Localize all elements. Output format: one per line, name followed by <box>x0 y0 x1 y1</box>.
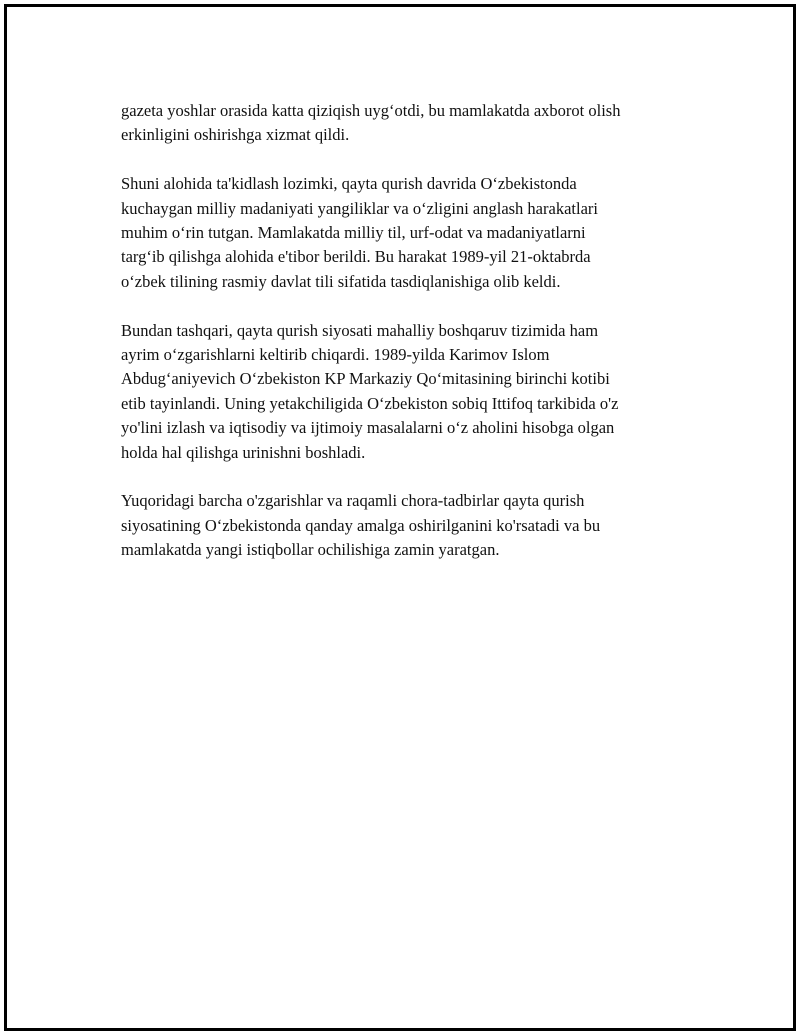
paragraph-1: gazeta yoshlar orasida katta qiziqish uyg‘otdi, bu mamlakatda axborot olish erkinligini oshirishga xizmat qildi. <box>121 101 621 145</box>
paragraph-2: Shuni alohida ta'kidlash lozimki, qayta qurish davrida O‘zbekistonda kuchaygan milliy madaniyati yangiliklar va o‘zligini anglash harakatlari muhim o‘rin tutgan. Mamlakatda milliy til, urf-odat va madaniyatlarni targ‘ib qilishga alohida e'tibor berildi. Bu harakat 1989-yil 21-oktabrda o‘zbek tilining rasmiy davlat tili sifatida tasdiqlanishiga olib keldi. <box>121 174 598 291</box>
page-frame <box>4 4 796 1031</box>
page-content <box>121 99 691 587</box>
paragraph-3: Bundan tashqari, qayta qurish siyosati mahalliy boshqaruv tizimida ham ayrim o‘zgarishlarni keltirib chiqardi. 1989-yilda Karimov Islom Abdug‘aniyevich O‘zbekiston KP Markaziy Qo‘mitasining birinchi kotibi etib tayinlandi. Uning yetakchiligida O‘zbekiston sobiq Ittifoq tarkibida o'z yo'lini izlash va iqtisodiy va ijtimoiy masalalarni o‘z aholini hisobga olgan holda hal qilishga urinishni boshladi. <box>121 320 619 462</box>
paragraph-4: Yuqoridagi barcha o'zgarishlar va raqamli chora-tadbirlar qayta qurish siyosatining O‘zbekistonda qanday amalga oshirilganini ko'rsatadi va bu mamlakatda yangi istiqbollar ochilishiga zamin yaratgan. <box>121 491 601 560</box>
